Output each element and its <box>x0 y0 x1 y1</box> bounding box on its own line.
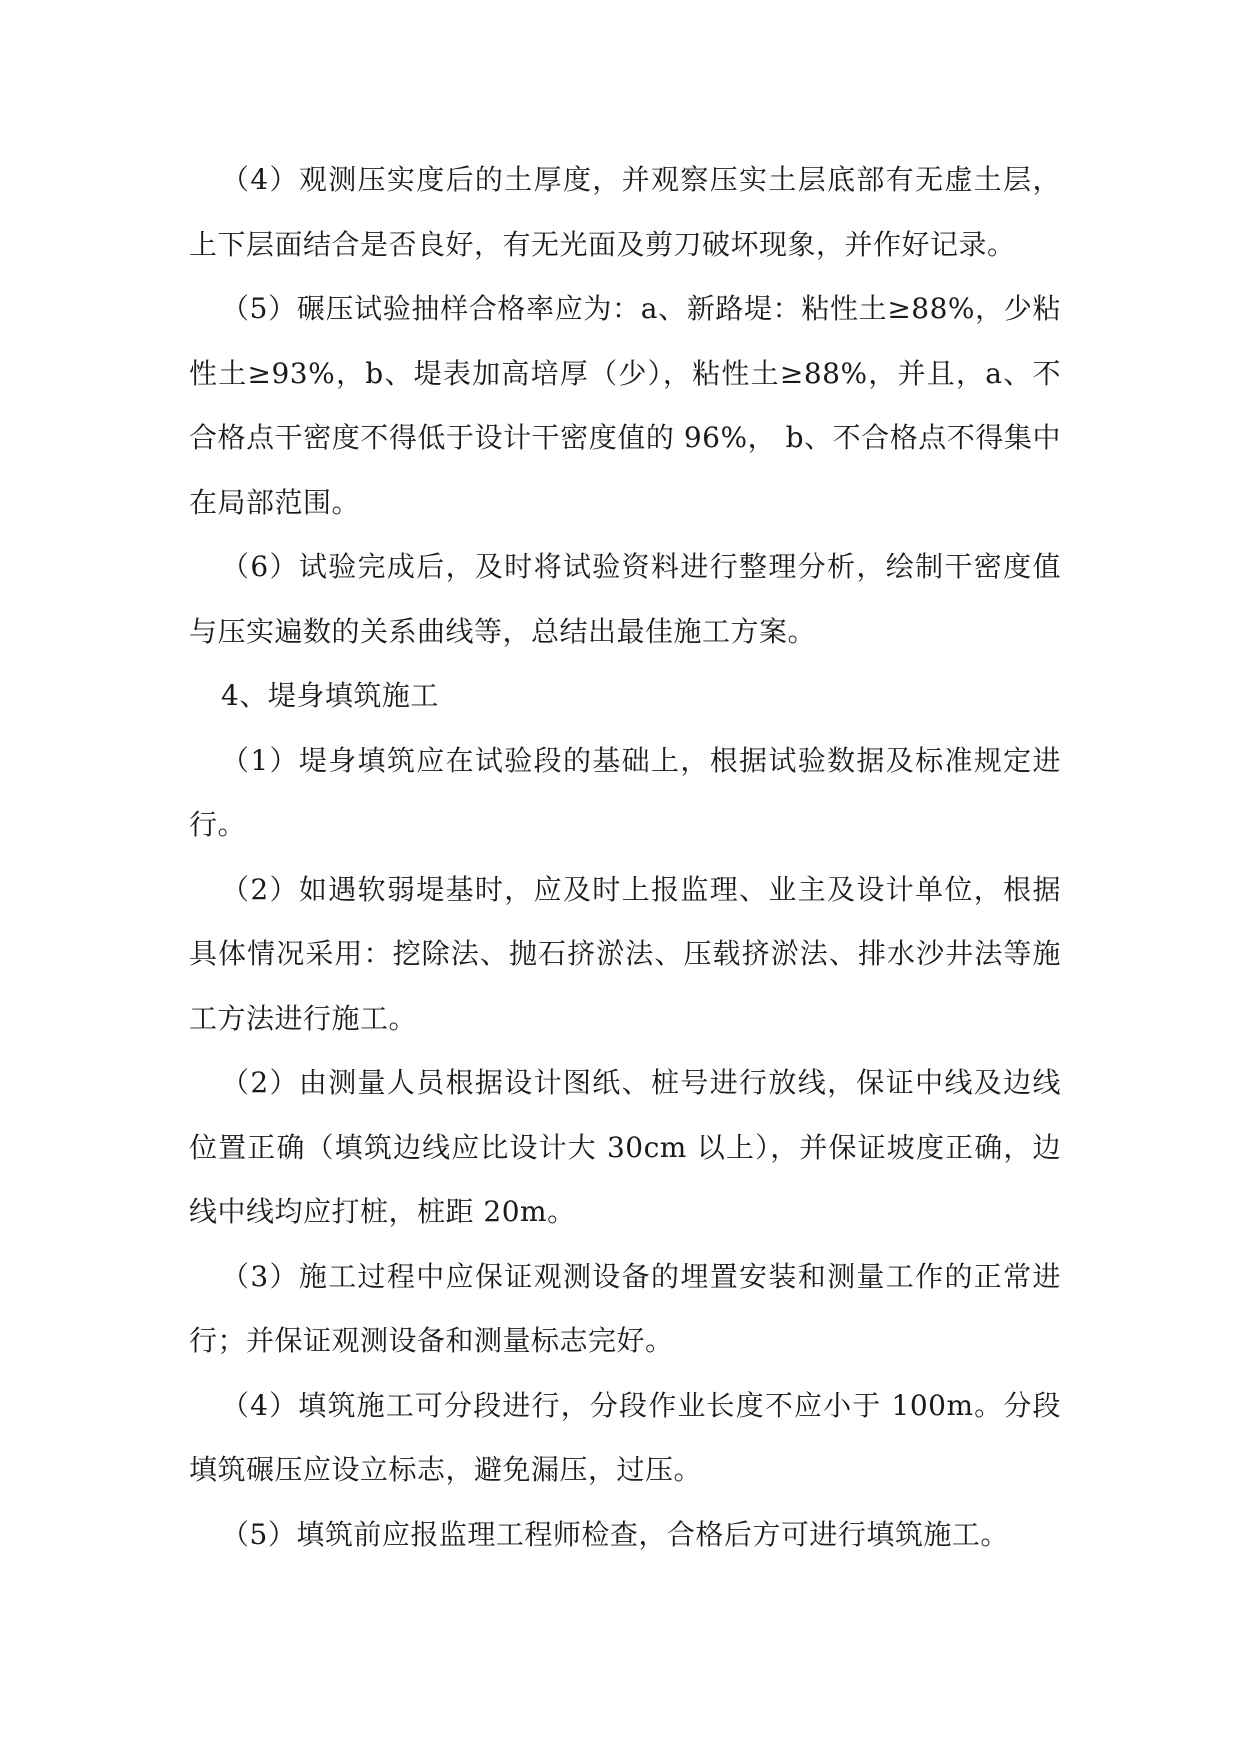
document-body <box>189 148 1061 1567</box>
paragraph-sampling-pass-rate: （5）碾压试验抽样合格率应为：a、新路堤：粘性土≥88%，少粘性土≥93%，b、堤表加高培厚（少），粘性土≥88%，并且，a、不合格点干密度不得低于设计干密度值的 96%， b、不合格点不得集中在局部范围。 <box>189 292 1061 519</box>
paragraph-pre-filling-inspection: （5）填筑前应报监理工程师检查，合格后方可进行填筑施工。 <box>221 1517 1009 1551</box>
paragraph-survey-layout: （2）由测量人员根据设计图纸、桩号进行放线，保证中线及边线位置正确（填筑边线应比设计大 30cm 以上），并保证坡度正确，边线中线均应打桩，桩距 20m。 <box>189 1066 1061 1228</box>
paragraph-soft-foundation: （2）如遇软弱堤基时，应及时上报监理、业主及设计单位，根据具体情况采用：挖除法、抛石挤淤法、压载挤淤法、排水沙井法等施工方法进行施工。 <box>189 872 1061 1035</box>
paragraph-segmented-construction: （4）填筑施工可分段进行，分段作业长度不应小于 100m。分段填筑碾压应设立标志，避免漏压，过压。 <box>189 1388 1061 1486</box>
paragraph-filling-basis: （1）堤身填筑应在试验段的基础上，根据试验数据及标准规定进行。 <box>189 743 1061 841</box>
paragraph-test-analysis: （6）试验完成后，及时将试验资料进行整理分析，绘制干密度值与压实遍数的关系曲线等，总结出最佳施工方案。 <box>189 550 1061 648</box>
paragraph-compaction-thickness: （4）观测压实度后的土厚度，并观察压实土层底部有无虚土层，上下层面结合是否良好，有无光面及剪刀破坏现象，并作好记录。 <box>189 163 1061 261</box>
paragraph-monitoring-equipment: （3）施工过程中应保证观测设备的埋置安装和测量工作的正常进行；并保证观测设备和测量标志完好。 <box>189 1259 1061 1357</box>
section-heading-embankment-filling: 4、堤身填筑施工 <box>221 679 439 712</box>
